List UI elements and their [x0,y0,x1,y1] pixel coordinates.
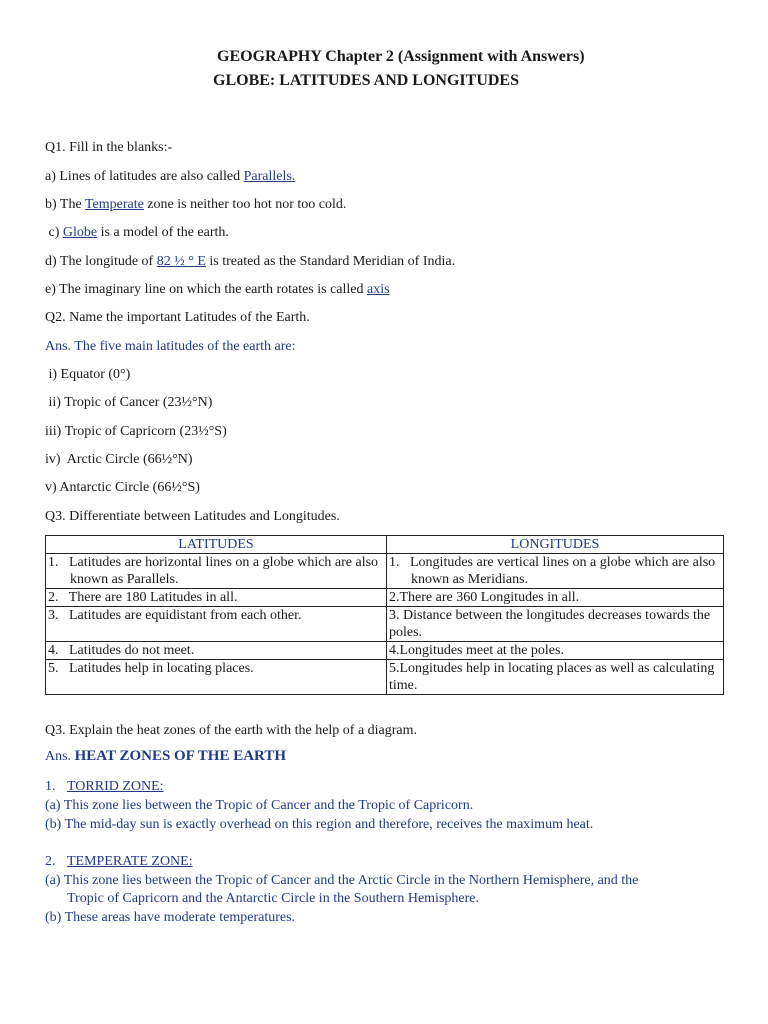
cell-text: 1. Longitudes are vertical lines on a globe which are also known as Meridians. [389,555,719,587]
q1-d [45,254,455,270]
table-cell [387,642,724,660]
q1-b-text: b) The [45,197,85,212]
zone2-heading [45,854,193,870]
zone1-title: TORRID ZONE: [67,779,164,794]
column-header-latitudes: LATITUDES [46,536,387,554]
table-header-row [46,536,724,554]
zone2-b: (b) These areas have moderate temperatures. [45,910,296,925]
q2-item: v) Antarctic Circle (66½°S) [45,480,200,495]
cell-text: 4. Latitudes do not meet. [48,643,195,658]
cell-text: 5. Latitudes help in locating places. [48,661,254,676]
cell-text: 2. There are 180 Latitudes in all. [48,590,238,605]
page-subtitle: GLOBE: LATITUDES AND LONGITUDES [213,72,519,89]
table-cell [387,554,724,589]
zone1-number: 1. [45,779,56,794]
q2-item: i) Equator (0°) [45,367,131,382]
table-cell [46,589,387,607]
q1-d-answer: 82 ½ ° E [156,254,206,269]
q4-ans-prefix: Ans. [45,749,75,764]
q2-item: iv) Arctic Circle (66½°N) [45,452,193,467]
q1-c-text-post: is a model of the earth. [97,225,229,240]
cell-text: 1. Latitudes are horizontal lines on a globe which are also known as Parallels. [48,555,382,587]
q1-b [45,197,346,213]
table-row [46,554,724,589]
q2-question: Q2. Name the important Latitudes of the Earth. [45,310,310,325]
q1-d-text: d) The longitude of [45,254,157,269]
table-cell [46,607,387,642]
comparison-table [45,535,724,695]
q1-c-answer: Globe [62,225,98,240]
table-cell [387,607,724,642]
table-cell [387,660,724,695]
cell-text: 5.Longitudes help in locating places as well as calculating time. [389,661,715,693]
q1-e-answer: axis [367,282,390,297]
q1-c-text: c) [45,225,63,240]
q4-ans-title: HEAT ZONES OF THE EARTH [74,748,287,764]
table-cell [46,554,387,589]
q2-item: iii) Tropic of Capricorn (23½°S) [45,424,227,439]
table-cell [387,589,724,607]
q4-answer-heading [45,748,286,765]
table-row [46,607,724,642]
table-row [46,589,724,607]
table-cell [46,642,387,660]
q1-e-text: e) The imaginary line on which the earth rotates is called [45,282,368,297]
cell-text: 3. Distance between the longitudes decreases towards the poles. [389,608,711,640]
zone1-a: (a) This zone lies between the Tropic of Cancer and the Tropic of Capricorn. [45,798,474,813]
q1-b-answer: Temperate [84,197,144,212]
zone1-b: (b) The mid-day sun is exactly overhead on this region and therefore, receives the maximum heat. [45,817,594,832]
cell-text: 4.Longitudes meet at the poles. [389,643,564,658]
q2-answer-intro: Ans. The five main latitudes of the earth are: [45,339,296,354]
zone2-a-cont: Tropic of Capricorn and the Antarctic Circle in the Southern Hemisphere. [67,891,479,906]
zone2-a: (a) This zone lies between the Tropic of Cancer and the Arctic Circle in the Northern Hemisphere, and the [45,873,639,888]
table-row [46,642,724,660]
zone2-number: 2. [45,854,56,869]
q1-a [45,169,295,185]
q1-c [45,225,229,241]
q1-e [45,282,390,298]
q1-d-text-post: is treated as the Standard Meridian of India. [205,254,456,269]
q1-a-answer: Parallels. [243,169,296,184]
q1-a-text: a) Lines of latitudes are also called [45,169,244,184]
cell-text: 3. Latitudes are equidistant from each other. [48,608,302,623]
q1-question: Q1. Fill in the blanks:- [45,140,173,155]
zone2-title: TEMPERATE ZONE: [67,854,193,869]
table-row [46,660,724,695]
cell-text: 2.There are 360 Longitudes in all. [389,590,580,605]
q3-question: Q3. Differentiate between Latitudes and Longitudes. [45,509,340,524]
q1-b-text-post: zone is neither too hot nor too cold. [143,197,347,212]
zone1-heading [45,779,164,795]
column-header-longitudes: LONGITUDES [387,536,724,554]
q2-item: ii) Tropic of Cancer (23½°N) [45,395,213,410]
table-cell [46,660,387,695]
q4-question: Q3. Explain the heat zones of the earth with the help of a diagram. [45,723,418,738]
page-title: GEOGRAPHY Chapter 2 (Assignment with Answers) [217,48,585,65]
